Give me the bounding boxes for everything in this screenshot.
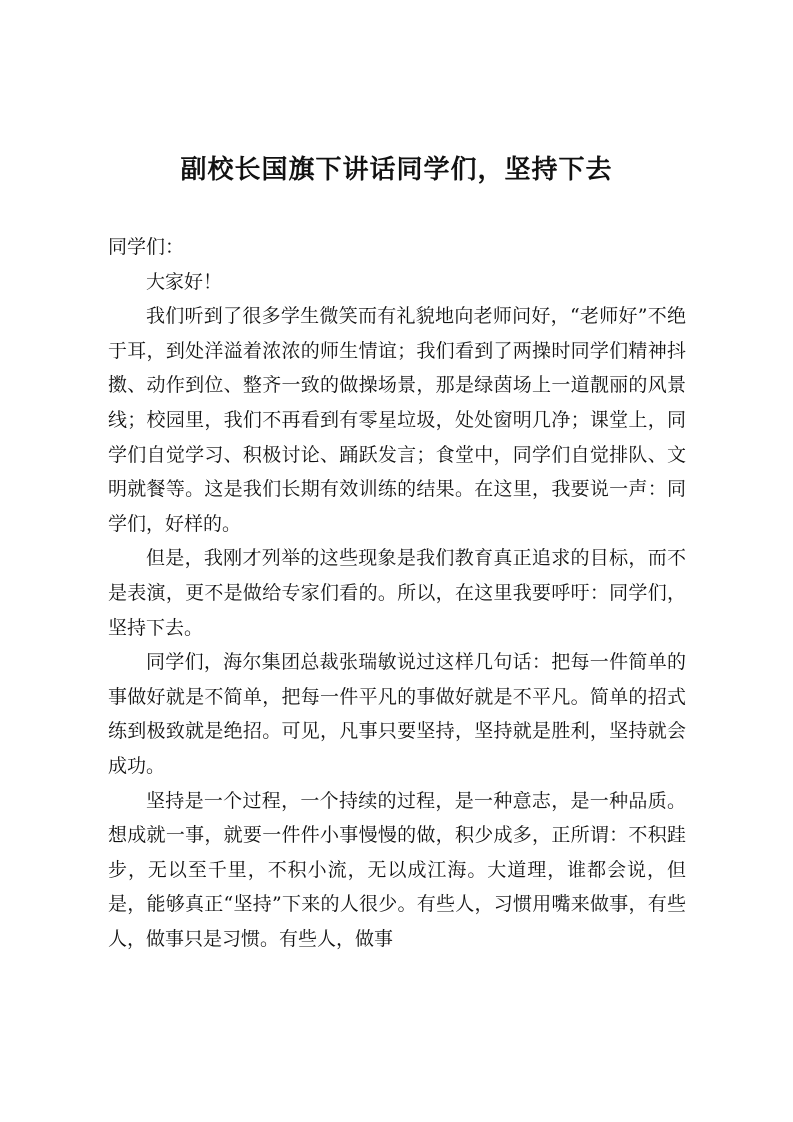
paragraph: 但是，我刚才列举的这些现象是我们教育真正追求的目标，而不是表演，更不是做给专家们看的。所以，在这里我要呼吁：同学们，坚持下去。 bbox=[108, 547, 686, 639]
paragraph: 同学们，海尔集团总裁张瑞敏说过这样几句话：把每一件简单的事做好就是不简单，把每一件平凡的事做好就是不平凡。简单的招式练到极致就是绝招。可见，凡事只要坚持，坚持就是胜利，坚持就会成功。 bbox=[108, 651, 686, 777]
paragraph: 坚持是一个过程，一个持续的过程，是一种意志，是一种品质。想成就一事，就要一件件小事慢慢的做，积少成多，正所谓：不积跬步，无以至千里，不积小流，无以成江海。大道理，谁都会说，但是，能够真正“坚持”下来的人很少。有些人，习惯用嘴来做事，有些人，做事只是习惯。有些人，做事 bbox=[108, 789, 686, 950]
greeting: 大家好！ bbox=[146, 270, 223, 293]
document-body bbox=[108, 230, 686, 956]
paragraph: 我们听到了很多学生微笑而有礼貌地向老师问好，“老师好”不绝于耳，到处洋溢着浓浓的师生情谊；我们看到了两操时同学们精神抖擞、动作到位、整齐一致的做操场景，那是绿茵场上一道靓丽的风景线；校园里，我们不再看到有零星垃圾，处处窗明几净；课堂上，同学们自觉学习、积极讨论、踊跃发言；食堂中，同学们自觉排队、文明就餐等。这是我们长期有效训练的结果。在这里，我要说一声：同学们，好样的。 bbox=[108, 305, 686, 535]
page-title: 副校长国旗下讲话同学们，坚持下去 bbox=[180, 155, 613, 185]
salutation: 同学们： bbox=[108, 236, 185, 258]
